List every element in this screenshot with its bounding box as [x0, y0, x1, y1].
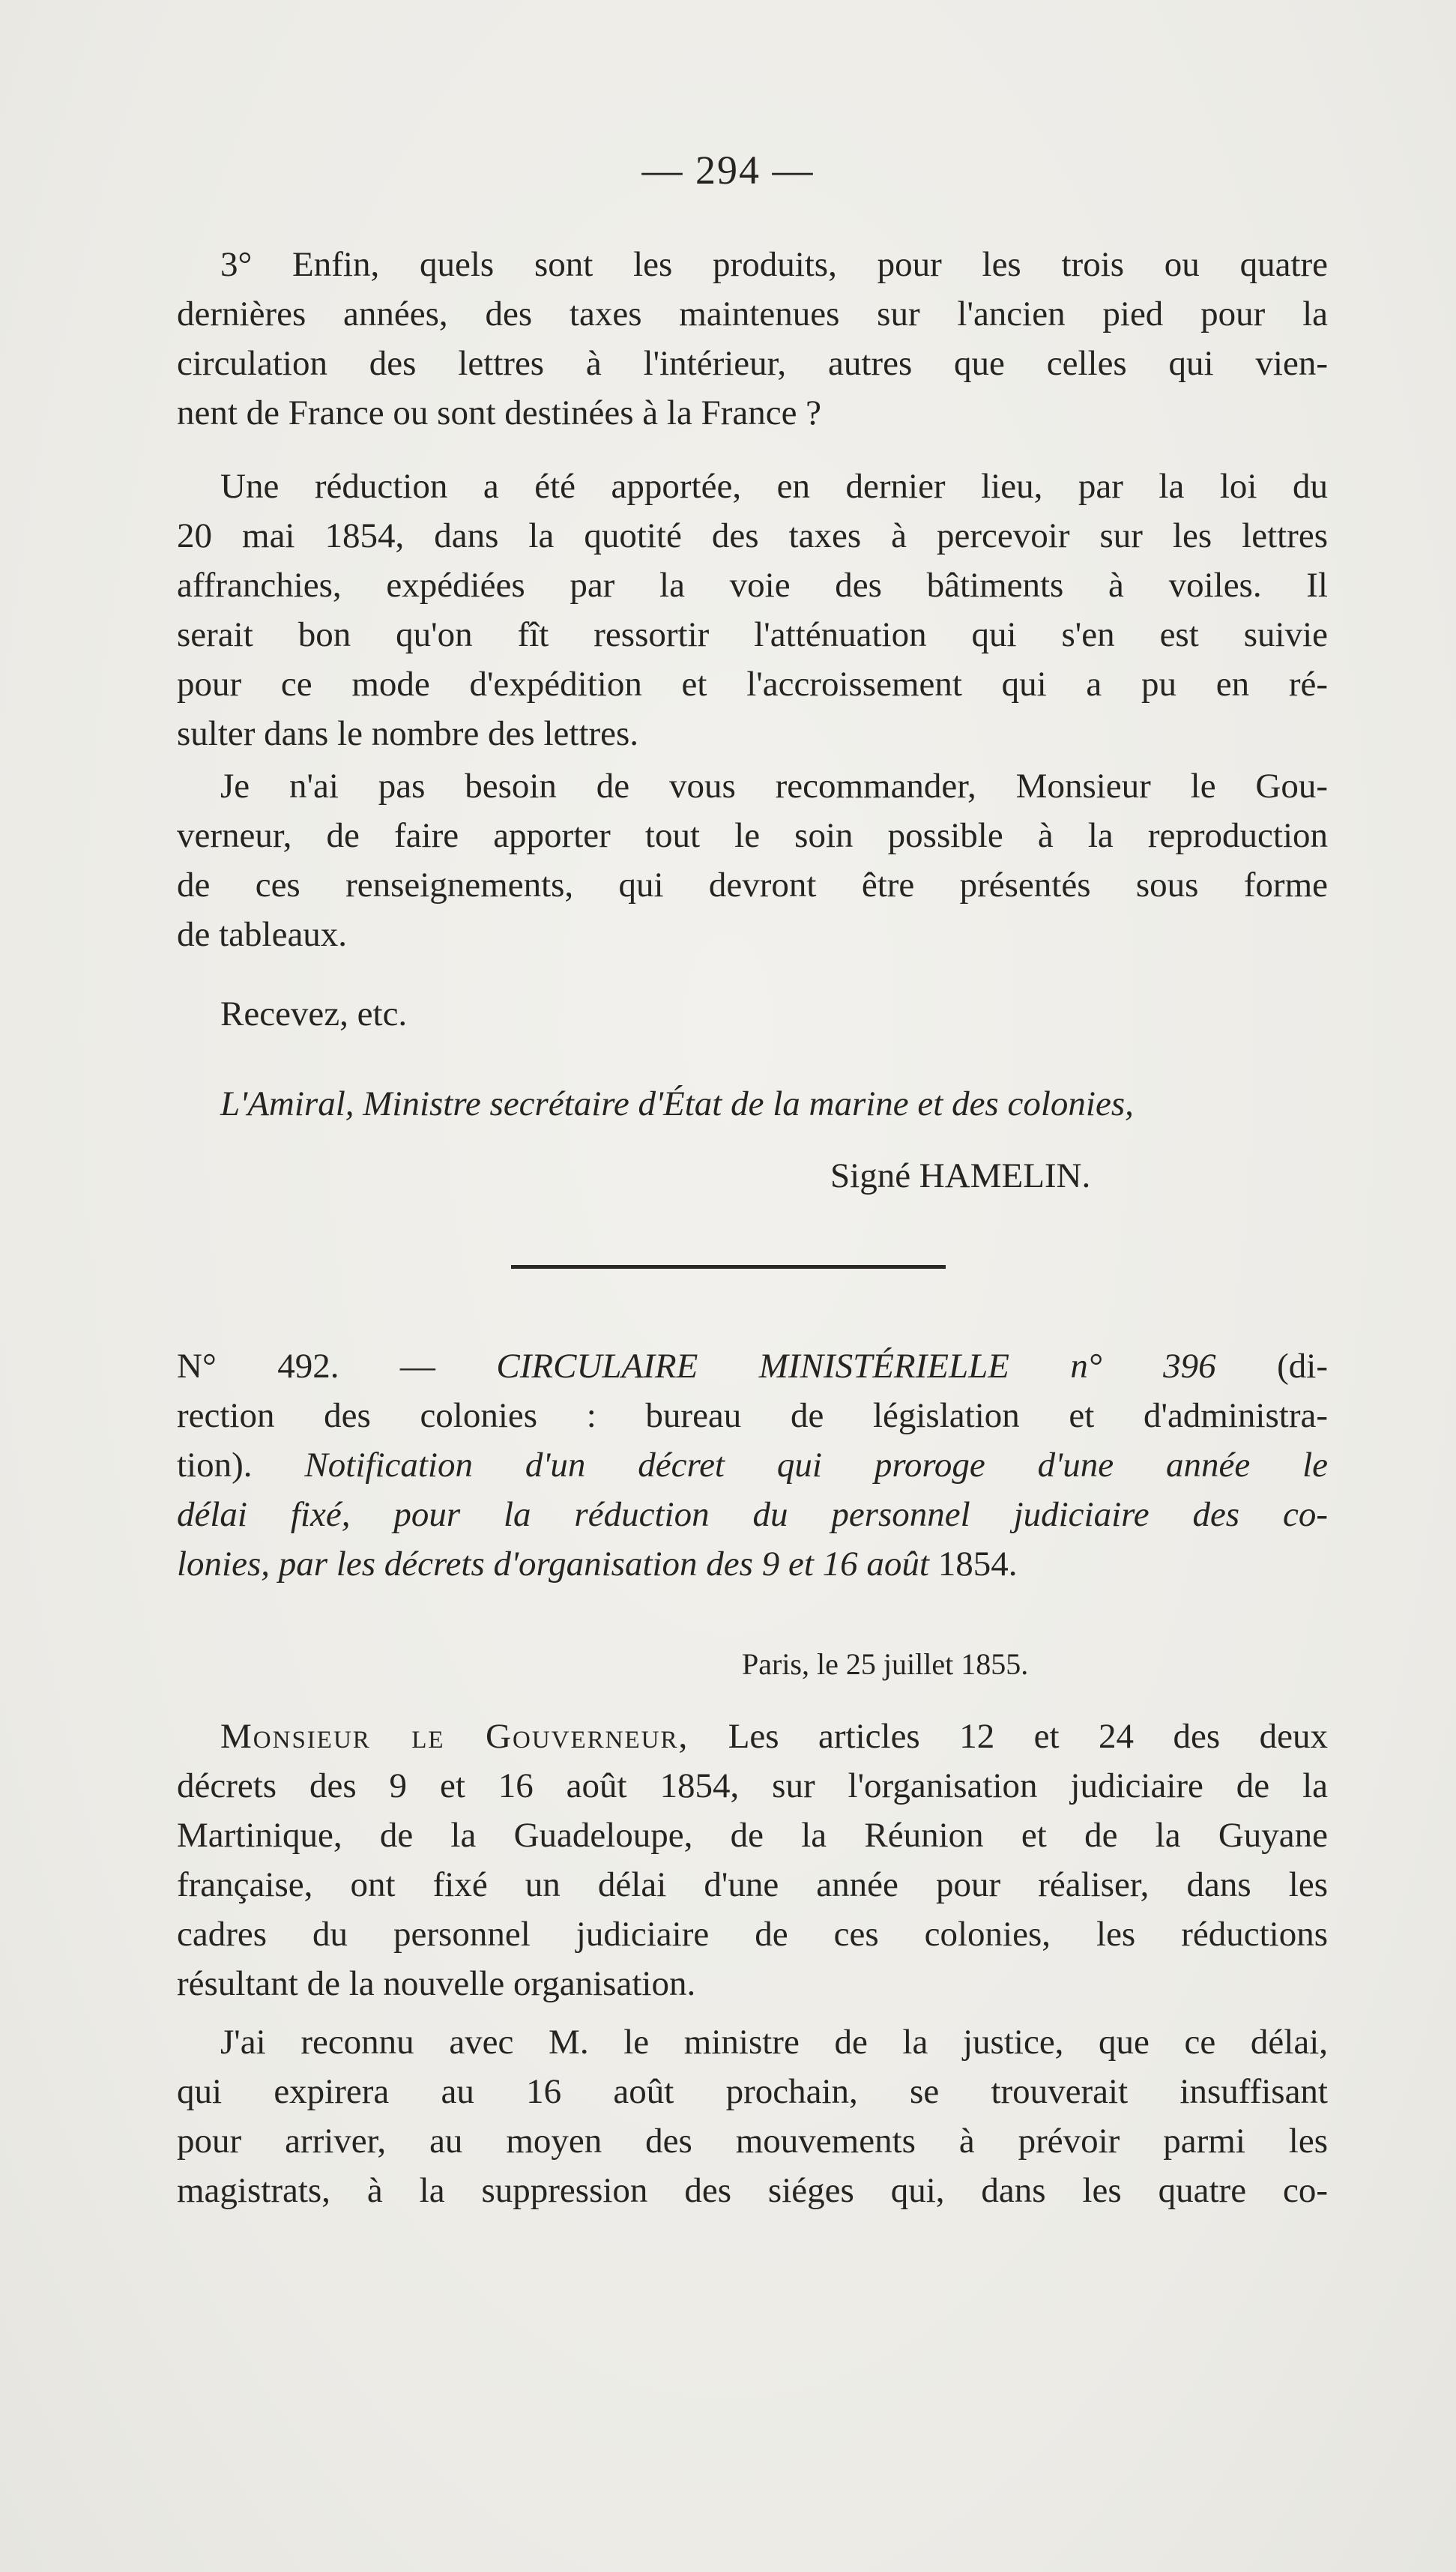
- signature: Signé HAMELIN.: [830, 1156, 1091, 1195]
- text-line: dernières années, des taxes maintenues sur l'ancien pied pour la: [177, 295, 1328, 333]
- circular-title: CIRCULAIRE MINISTÉRIELLE n° 396: [496, 1347, 1216, 1386]
- text-fragment: tion).: [177, 1446, 253, 1485]
- circular-number: N° 492.: [177, 1347, 339, 1386]
- text-line: française, ont fixé un délai d'une année pour réaliser, dans les: [177, 1865, 1328, 1904]
- text-fragment: Notification d'un décret qui proroge d'une année le: [304, 1446, 1328, 1485]
- text-line: magistrats, à la suppression des siéges qui, dans les quatre co-: [177, 2171, 1328, 2210]
- circular-heading: [177, 1341, 1328, 1589]
- signature-title: [177, 1079, 1328, 1129]
- text-line: rection des colonies : bureau de législation et d'administra-: [177, 1396, 1328, 1435]
- paragraph-question-3: [177, 240, 1328, 438]
- text-line: Martinique, de la Guadeloupe, de la Réunion et de la Guyane: [177, 1816, 1328, 1855]
- text-line: 3° Enfin, quels sont les produits, pour les trois ou quatre: [220, 245, 1328, 284]
- text-line: décrets des 9 et 16 août 1854, sur l'organisation judiciaire de la: [177, 1766, 1328, 1805]
- letter-paragraph-1: [177, 1712, 1328, 2008]
- text-line: affranchies, expédiées par la voie des bâtiments à voiles. Il: [177, 566, 1328, 605]
- text-line: [177, 1341, 1328, 1391]
- text-line: J'ai reconnu avec M. le ministre de la justice, que ce délai,: [220, 2023, 1328, 2062]
- separator-rule: [511, 1265, 946, 1269]
- text-line: de ces renseignements, qui devront être présentés sous forme: [177, 866, 1328, 905]
- text-line: [177, 1712, 1328, 1761]
- text-line: verneur, de faire apporter tout le soin possible à la reproduction: [177, 816, 1328, 855]
- dash: —: [399, 1347, 435, 1386]
- text-line: Je n'ai pas besoin de vous recommander, Monsieur le Gou-: [220, 767, 1328, 806]
- text-line: L'Amiral, Ministre secrétaire d'État de la marine et des colonies,: [220, 1084, 1134, 1123]
- text-line: [177, 1440, 1328, 1490]
- text-line: Recevez, etc.: [220, 994, 408, 1033]
- text-line: qui expirera au 16 août prochain, se trouverait insuffisant: [177, 2072, 1328, 2111]
- text-fragment: (di-: [1277, 1347, 1329, 1386]
- text-fragment: lonies, par les décrets d'organisation des 9 et 16 août: [177, 1545, 929, 1584]
- text-fragment: 1854.: [937, 1545, 1018, 1584]
- salutation: Monsieur le Gouverneur,: [220, 1717, 689, 1756]
- paragraph-recommendation: [177, 761, 1328, 959]
- text-line: 20 mai 1854, dans la quotité des taxes à percevoir sur les lettres: [177, 516, 1328, 555]
- text-line: pour ce mode d'expédition et l'accroissement qui a pu en ré-: [177, 665, 1328, 704]
- text-line: nent de France ou sont destinées à la France ?: [177, 393, 822, 432]
- page-number: — 294 —: [641, 148, 815, 193]
- text-line: sulter dans le nombre des lettres.: [177, 714, 639, 753]
- closing-formula: [177, 989, 1328, 1039]
- text-line: pour arriver, au moyen des mouvements à prévoir parmi les: [177, 2122, 1328, 2161]
- text-line: délai fixé, pour la réduction du personnel judiciaire des co-: [177, 1495, 1328, 1534]
- letter-date: Paris, le 25 juillet 1855.: [742, 1647, 1029, 1681]
- letter-paragraph-2: [177, 2017, 1328, 2215]
- text-line: cadres du personnel judiciaire de ces colonies, les réductions: [177, 1915, 1328, 1954]
- text-line: [177, 1539, 1328, 1589]
- text-line: de tableaux.: [177, 915, 348, 954]
- text-line: Une réduction a été apportée, en dernier lieu, par la loi du: [220, 467, 1328, 506]
- text-line: serait bon qu'on fît ressortir l'atténuation qui s'en est suivie: [177, 615, 1328, 654]
- paragraph-reduction: [177, 462, 1328, 758]
- text-fragment: Les articles 12 et 24 des deux: [728, 1717, 1328, 1756]
- text-line: circulation des lettres à l'intérieur, autres que celles qui vien-: [177, 344, 1328, 383]
- text-line: résultant de la nouvelle organisation.: [177, 1964, 696, 2003]
